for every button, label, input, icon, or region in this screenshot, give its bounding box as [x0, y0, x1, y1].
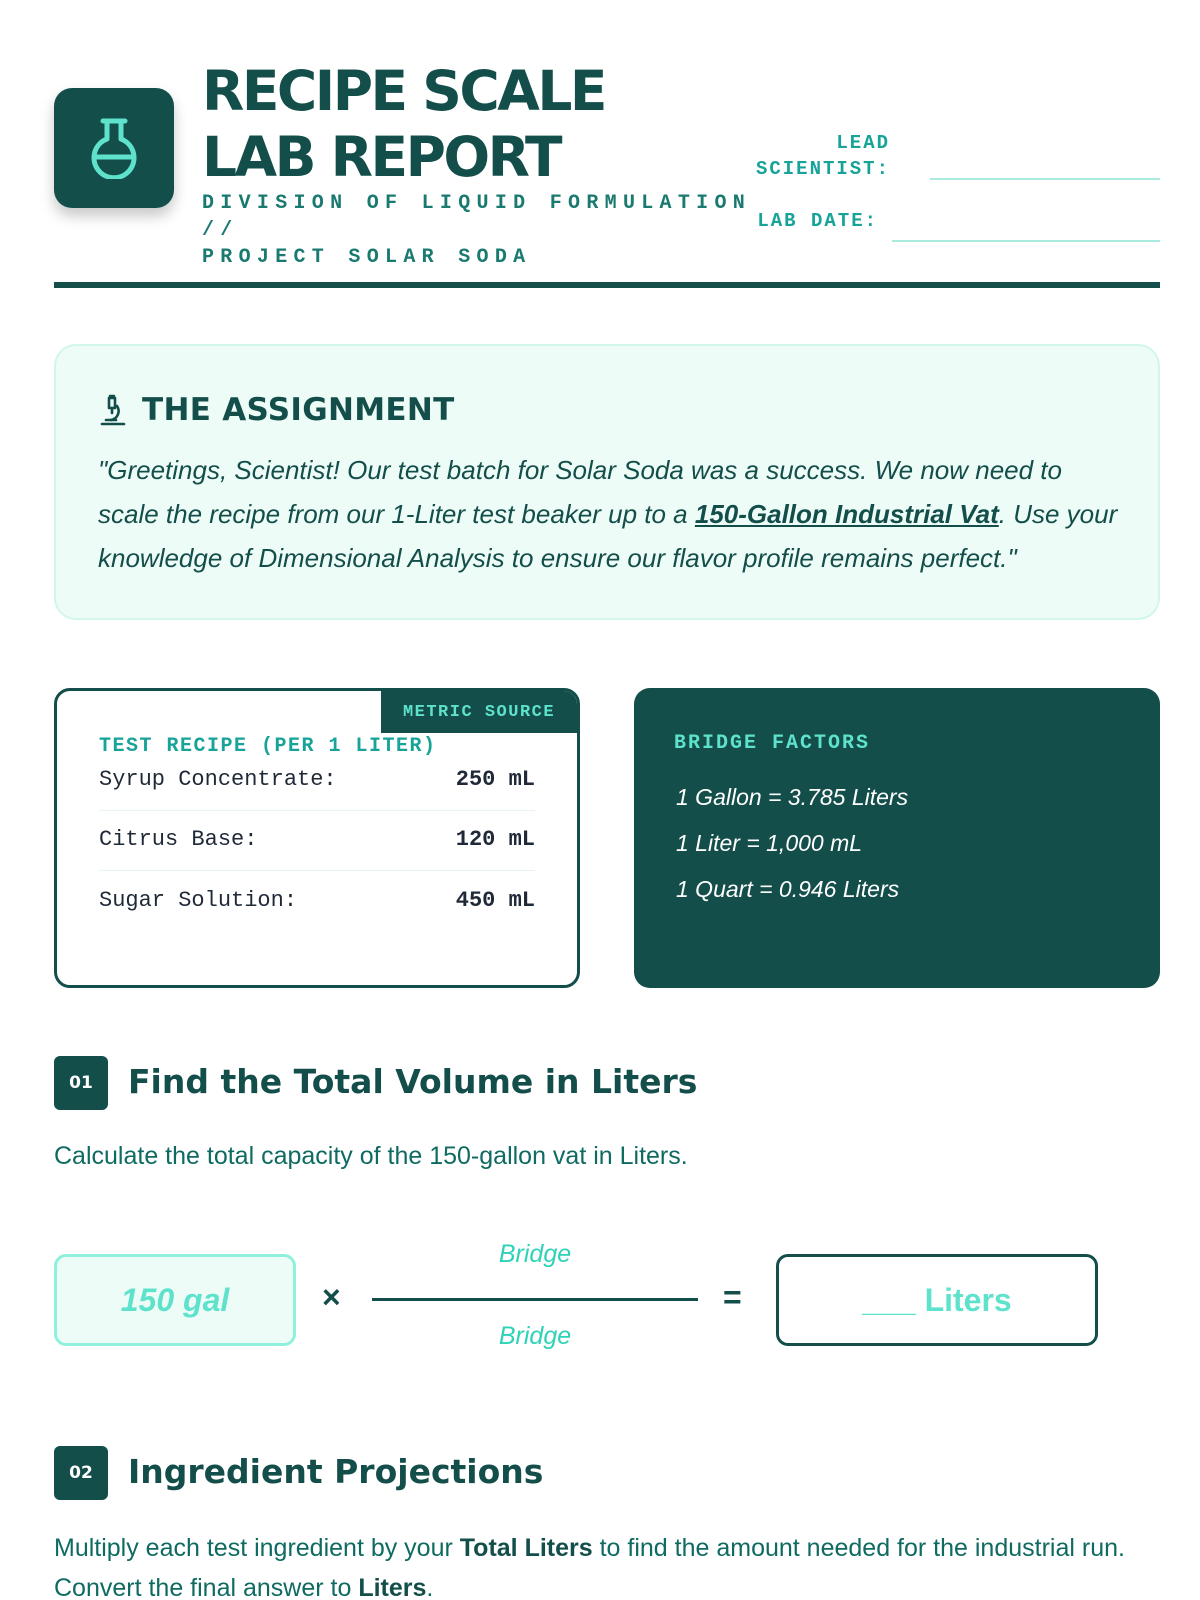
- ingredient-value: 450 mL: [455, 887, 535, 913]
- fraction-bar: [372, 1298, 698, 1301]
- instruction-emphasis: Liters: [358, 1574, 427, 1600]
- assignment-text-intro: "Greetings, Scientist! Our test batch for Solar Soda was a success. We now need to scale the recipe from our 1-Liter test beaker up to a: [98, 455, 1062, 529]
- multiply-sign: ×: [322, 1279, 341, 1315]
- instruction-text: to find the amount needed for the industrial run. Convert the final answer to: [54, 1534, 1125, 1600]
- bridge-factor: 1 Gallon = 3.785 Liters: [676, 784, 909, 810]
- bridge-factors-card: [634, 688, 1160, 988]
- ingredient-name: Sugar Solution:: [99, 887, 298, 913]
- section-title: Find the Total Volume in Liters: [128, 1062, 698, 1101]
- page-title: [202, 58, 605, 190]
- recipe-row: [99, 749, 535, 811]
- test-recipe-card: [54, 688, 580, 988]
- lab-date-field[interactable]: [892, 240, 1160, 242]
- instruction-emphasis: Total Liters: [459, 1534, 593, 1562]
- header-divider: [54, 282, 1160, 288]
- lead-scientist-field[interactable]: [930, 178, 1160, 180]
- recipe-title: TEST RECIPE (PER 1 LITER): [99, 735, 437, 758]
- assignment-panel: [54, 344, 1160, 620]
- microscope-icon: [98, 394, 128, 426]
- section-instructions: Calculate the total capacity of the 150-gallon vat in Liters.: [54, 1142, 688, 1170]
- section-number-badge: 02: [54, 1446, 108, 1500]
- answer-box[interactable]: ___ Liters: [776, 1254, 1098, 1346]
- section-instructions: [54, 1528, 1160, 1600]
- bridge-factor: 1 Quart = 0.946 Liters: [676, 876, 900, 902]
- instruction-text: Multiply each test ingredient by your: [54, 1534, 460, 1562]
- ingredient-value: 120 mL: [455, 827, 535, 852]
- logo-badge: [54, 88, 174, 208]
- assignment-header: [98, 392, 455, 428]
- ingredient-name: Syrup Concentrate:: [99, 767, 337, 792]
- title-line-2: LAB REPORT: [202, 125, 561, 189]
- assignment-text-outro: . Use your knowledge of Dimensional Analysis to ensure our flavor profile remains perfect.": [98, 499, 1118, 573]
- lead-scientist-label: [740, 130, 890, 182]
- title-line-1: RECIPE SCALE: [202, 59, 605, 123]
- assignment-title: THE ASSIGNMENT: [142, 392, 455, 428]
- instruction-text: .: [426, 1574, 434, 1600]
- metric-source-tag: METRIC SOURCE: [381, 691, 577, 733]
- denominator-input[interactable]: Bridge: [498, 1322, 572, 1350]
- assignment-highlight: 150-Gallon Industrial Vat: [694, 499, 999, 529]
- ingredient-value: 250 mL: [455, 767, 535, 792]
- lab-date-label: LAB DATE:: [757, 210, 878, 232]
- recipe-row: [99, 869, 535, 931]
- ingredient-name: Citrus Base:: [99, 827, 258, 852]
- assignment-text: [98, 448, 1128, 580]
- recipe-row: [99, 809, 535, 871]
- given-value-box: 150 gal: [54, 1254, 296, 1346]
- lead-label-line-1: LEAD: [836, 132, 890, 154]
- bridge-title: BRIDGE FACTORS: [674, 732, 871, 755]
- page-subtitle: [202, 190, 762, 271]
- section-title: Ingredient Projections: [128, 1452, 544, 1491]
- bridge-factor: 1 Liter = 1,000 mL: [676, 830, 863, 856]
- subtitle-line-1: DIVISION OF LIQUID FORMULATION //: [202, 192, 752, 242]
- subtitle-line-2: PROJECT SOLAR SODA: [202, 246, 532, 269]
- equals-sign: =: [723, 1279, 742, 1315]
- section-number-badge: 01: [54, 1056, 108, 1110]
- flask-icon: [88, 117, 140, 179]
- lead-label-line-2: SCIENTIST:: [755, 158, 890, 180]
- numerator-input[interactable]: Bridge: [498, 1240, 572, 1268]
